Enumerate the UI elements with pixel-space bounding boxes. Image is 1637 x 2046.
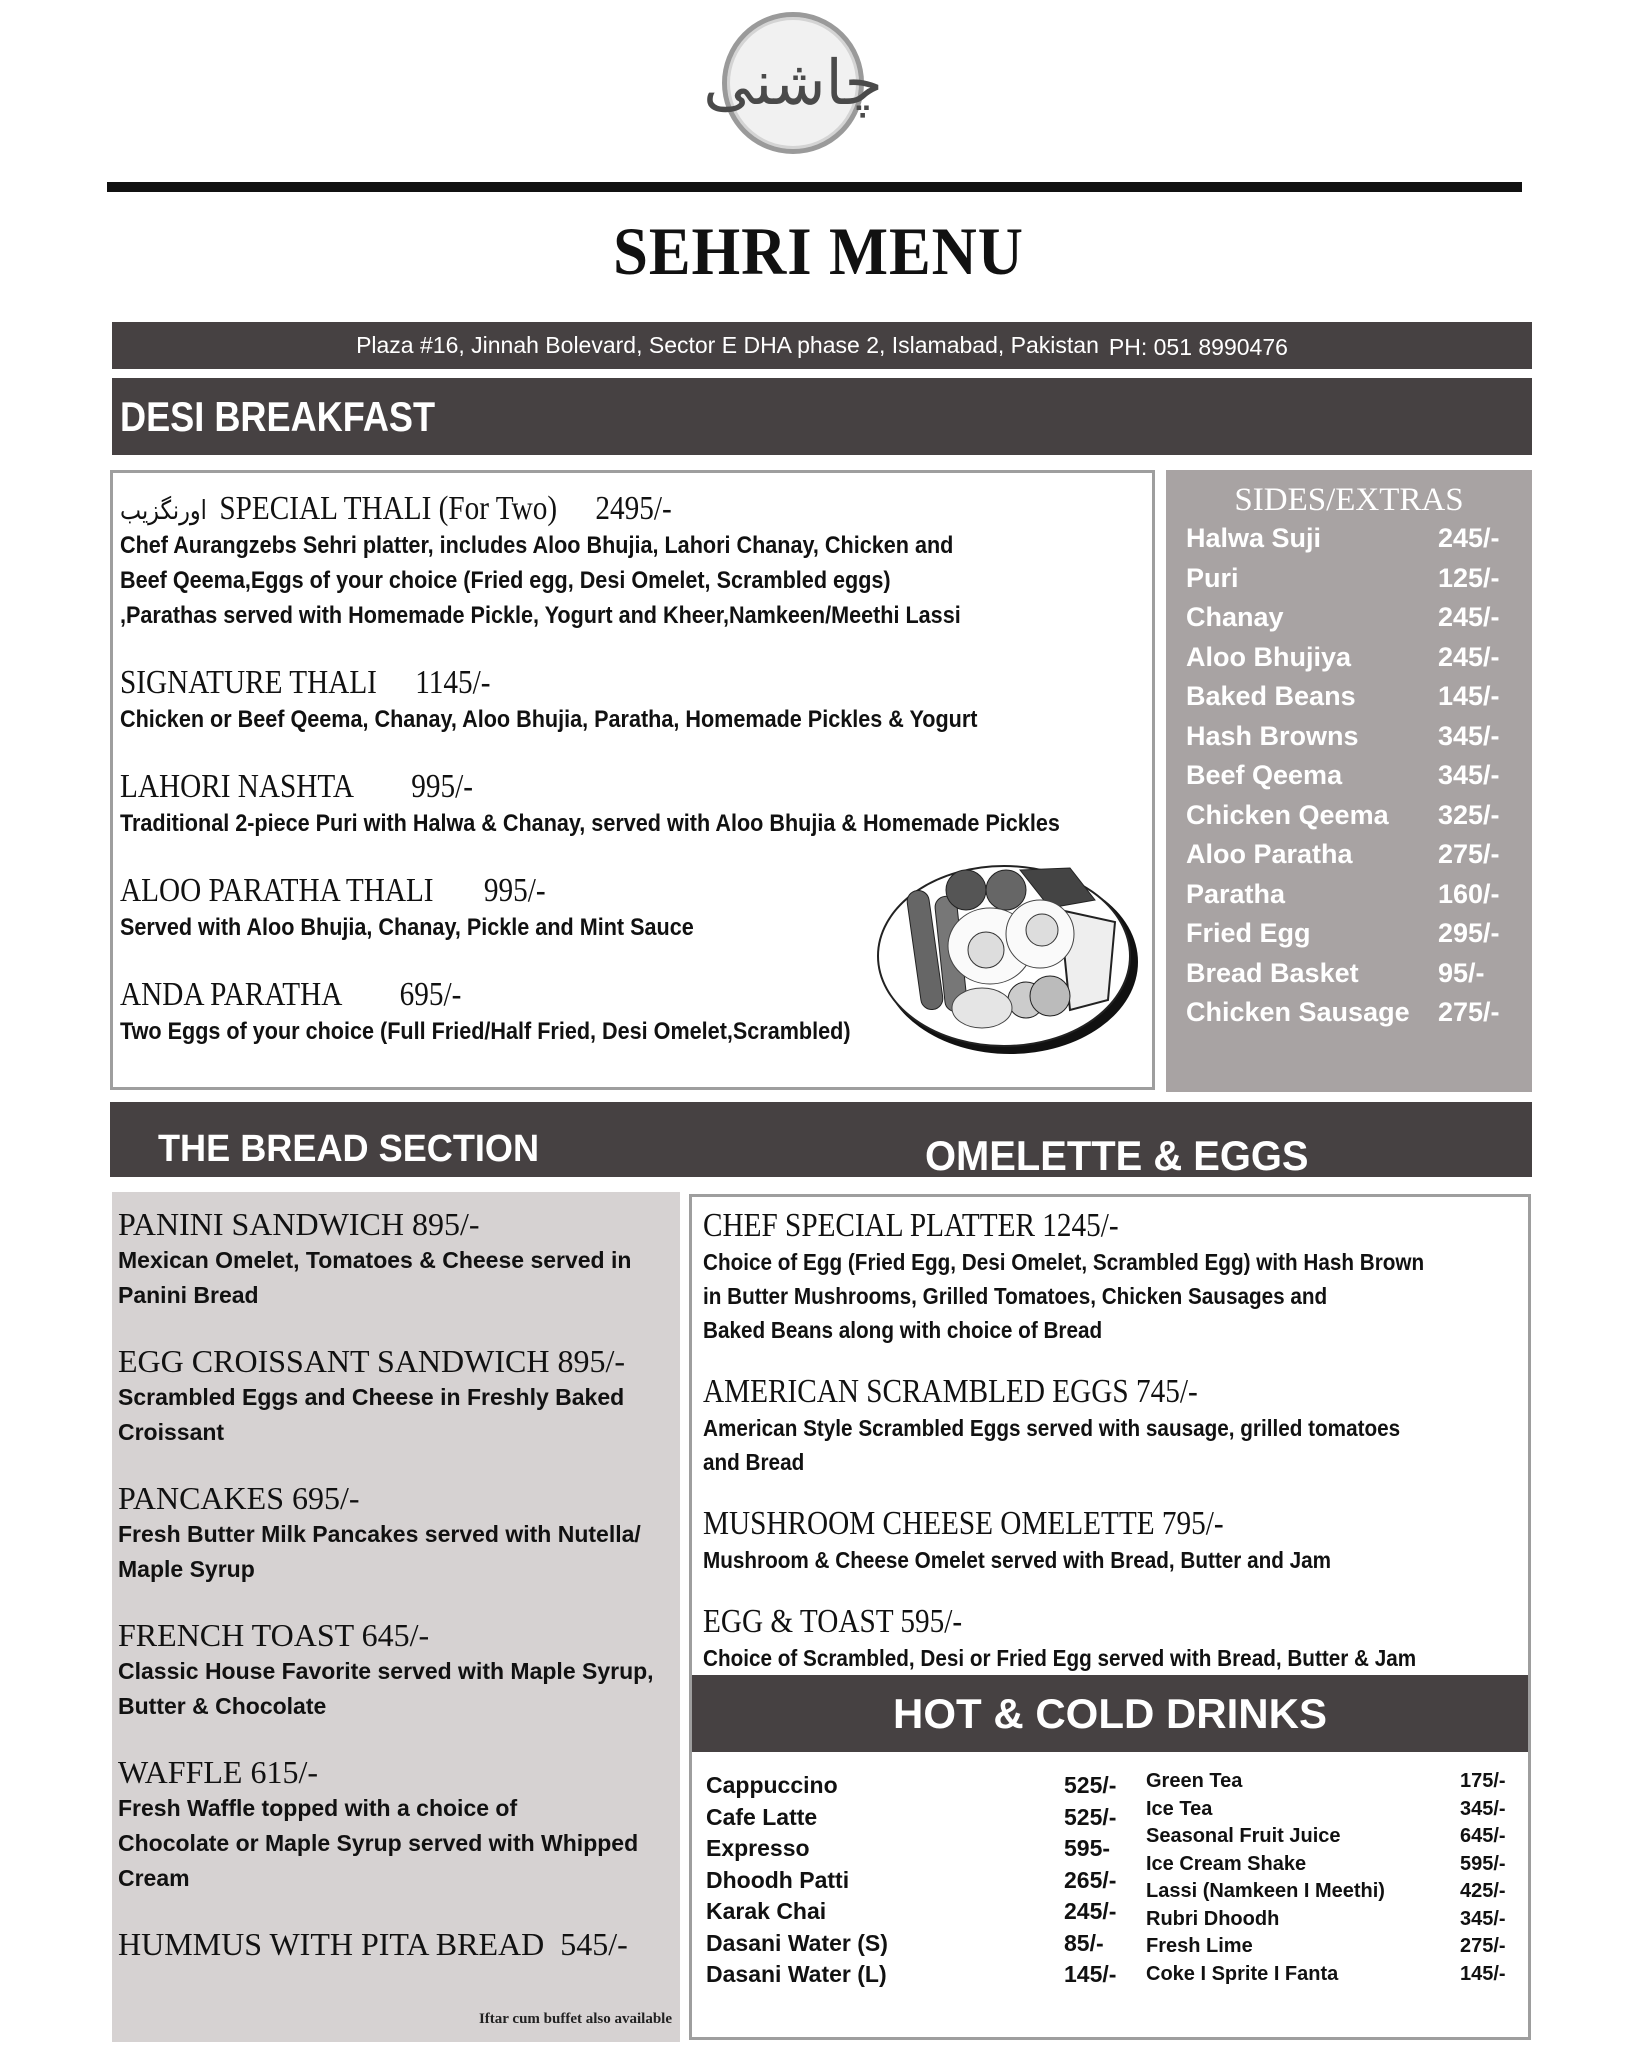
item-name: ANDA PARATHA <box>120 976 341 1013</box>
list-item: Karak Chai 245/- <box>706 1898 1117 1924</box>
menu-item <box>118 1480 680 1587</box>
list-item: Aloo Bhujiya 245/- <box>1186 641 1500 672</box>
item-price: 995/- <box>411 768 474 805</box>
menu-item <box>120 490 1054 633</box>
list-item: Hash Browns 345/- <box>1186 720 1500 751</box>
item-description: ,Parathas served with Homemade Pickle, Yogurt and Kheer,Namkeen/Meethi Lassi <box>120 602 961 629</box>
item-description: Beef Qeema,Eggs of your choice (Fried egg, Desi Omelet, Scrambled eggs) <box>120 567 891 594</box>
list-item: Chicken Sausage 275/- <box>1186 997 1500 1027</box>
item-title: EGG CROISSANT SANDWICH 895/- <box>118 1343 625 1379</box>
restaurant-logo-icon <box>703 12 883 154</box>
sides-extras-panel <box>1166 470 1532 1092</box>
item-description: Cream <box>118 1865 190 1891</box>
list-item: Beef Qeema 345/- <box>1186 760 1500 790</box>
menu-item <box>120 872 757 945</box>
list-item: Fresh Lime 275/- <box>1146 1935 1506 1957</box>
bread-section-panel <box>112 1192 680 2042</box>
item-title: EGG & TOAST 595/- <box>703 1603 963 1640</box>
menu-item <box>703 1373 1528 1479</box>
desi-breakfast-header <box>112 378 1532 455</box>
menu-item <box>118 1617 680 1724</box>
drinks-list-hot <box>706 1772 1116 1993</box>
list-item: Rubri Dhoodh 345/- <box>1146 1907 1506 1930</box>
item-title: PANCAKES 695/- <box>118 1480 360 1516</box>
list-item: Dasani Water (L) 145/- <box>706 1961 1117 1987</box>
item-description: Maple Syrup <box>118 1556 255 1582</box>
lower-section-header <box>110 1102 1532 1177</box>
item-title: FRENCH TOAST 645/- <box>118 1617 430 1653</box>
item-description: Mexican Omelet, Tomatoes & Cheese served in <box>118 1247 632 1273</box>
item-description: Croissant <box>118 1419 225 1445</box>
menu-item <box>703 1603 1528 1675</box>
page-title: SEHRI MENU <box>613 213 1024 289</box>
item-description: Classic House Favorite served with Maple Syrup, <box>118 1658 654 1684</box>
menu-item <box>118 1206 680 1313</box>
item-description: Mushroom & Cheese Omelet served with Bread, Butter and Jam <box>703 1547 1332 1573</box>
top-divider <box>107 182 1522 192</box>
item-title: AMERICAN SCRAMBLED EGGS 745/- <box>703 1373 1198 1410</box>
list-item: Fried Egg 295/- <box>1186 918 1500 948</box>
item-description: Choice of Scrambled, Desi or Fried Egg served with Bread, Butter & Jam <box>703 1645 1417 1671</box>
menu-item <box>118 1754 680 1896</box>
menu-item <box>118 1343 680 1450</box>
item-title: CHEF SPECIAL PLATTER 1245/- <box>703 1207 1119 1244</box>
list-item: Chanay 245/- <box>1186 602 1500 632</box>
item-description: Fresh Butter Milk Pancakes served with Nutella/ <box>118 1521 641 1547</box>
phone-text: PH: 051 8990476 <box>1108 334 1288 360</box>
item-description: Served with Aloo Bhujia, Chanay, Pickle and Mint Sauce <box>120 914 694 941</box>
item-description: and Bread <box>703 1449 805 1475</box>
item-price: 695/- <box>399 976 462 1013</box>
item-title: MUSHROOM CHEESE OMELETTE 795/- <box>703 1505 1224 1542</box>
list-item: Dasani Water (S) 85/- <box>706 1929 1104 1956</box>
item-name: ALOO PARATHA THALI <box>120 872 434 909</box>
list-item: Ice Tea 345/- <box>1146 1797 1506 1820</box>
item-name: SIGNATURE THALI <box>120 664 377 701</box>
list-item: Aloo Paratha 275/- <box>1186 839 1500 869</box>
sides-title: SIDES/EXTRAS <box>1234 482 1464 518</box>
drinks-header <box>692 1675 1528 1752</box>
list-item: Ice Cream Shake 595/- <box>1146 1852 1506 1875</box>
list-item: Lassi (Namkeen I Meethi) 425/- <box>1146 1880 1506 1902</box>
address-bar <box>112 322 1532 369</box>
bread-section-title: THE BREAD SECTION <box>158 1128 540 1170</box>
list-item: Dhoodh Patti 265/- <box>706 1866 1117 1893</box>
footnote: Iftar cum buffet also available <box>478 2011 672 2027</box>
list-item: Puri 125/- <box>1186 562 1500 593</box>
item-title: PANINI SANDWICH 895/- <box>118 1206 480 1242</box>
sides-list <box>1166 521 1532 1035</box>
section-title: DESI BREAKFAST <box>120 392 436 440</box>
list-item: Coke I Sprite I Fanta 145/- <box>1146 1962 1506 1985</box>
drinks-list-cold <box>1146 1770 1526 1990</box>
item-title: HUMMUS WITH PITA BREAD 545/- <box>118 1926 628 1962</box>
item-description: Scrambled Eggs and Cheese in Freshly Baked <box>118 1384 625 1410</box>
item-description: Chef Aurangzebs Sehri platter, includes Aloo Bhujia, Lahori Chanay, Chicken and <box>120 532 954 559</box>
menu-item <box>120 976 932 1049</box>
item-description: Baked Beans along with choice of Bread <box>703 1317 1103 1343</box>
item-title: WAFFLE 615/- <box>118 1754 318 1790</box>
list-item: Bread Basket 95/- <box>1186 957 1485 988</box>
item-description: Choice of Egg (Fried Egg, Desi Omelet, Scrambled Egg) with Hash Brown <box>703 1249 1425 1275</box>
list-item: Paratha 160/- <box>1186 878 1500 909</box>
item-description: Chocolate or Maple Syrup served with Whipped <box>118 1830 639 1856</box>
urdu-name: اورنگزیب <box>120 496 207 526</box>
omelette-section-title: OMELETTE & EGGS <box>925 1132 1309 1179</box>
list-item: Baked Beans 145/- <box>1186 681 1500 711</box>
menu-item <box>703 1207 1528 1347</box>
item-description: Two Eggs of your choice (Full Fried/Half Fried, Desi Omelet,Scrambled) <box>120 1018 851 1045</box>
item-price: 1145/- <box>415 664 491 701</box>
item-name: LAHORI NASHTA <box>120 768 353 805</box>
menu-item <box>120 768 1164 841</box>
list-item: Expresso 595- <box>706 1835 1111 1861</box>
address-text: Plaza #16, Jinnah Bolevard, Sector E DHA phase 2, Islamabad, Pakistan <box>356 332 1099 358</box>
list-item: Cappuccino 525/- <box>706 1772 1117 1798</box>
list-item: Halwa Suji 245/- <box>1186 523 1500 553</box>
list-item: Green Tea 175/- <box>1146 1770 1506 1792</box>
list-item: Cafe Latte 525/- <box>706 1803 1117 1830</box>
item-description: Panini Bread <box>118 1282 259 1308</box>
breakfast-plate-illustration <box>870 850 1142 1060</box>
item-name: SPECIAL THALI (For Two) <box>219 490 558 527</box>
menu-item <box>703 1505 1528 1577</box>
list-item: Seasonal Fruit Juice 645/- <box>1146 1825 1506 1847</box>
item-description: American Style Scrambled Eggs served with sausage, grilled tomatoes <box>703 1415 1401 1441</box>
item-price: 995/- <box>483 872 546 909</box>
item-price: 2495/- <box>595 490 672 527</box>
section-title: HOT & COLD DRINKS <box>893 1689 1327 1737</box>
item-description: Butter & Chocolate <box>118 1693 327 1719</box>
list-item: Chicken Qeema 325/- <box>1186 799 1500 830</box>
item-description: Traditional 2-piece Puri with Halwa & Chanay, served with Aloo Bhujia & Homemade Pickles <box>120 810 1060 837</box>
logo-text: چاشنی <box>703 46 883 119</box>
menu-item <box>118 1926 680 1963</box>
item-description: Fresh Waffle topped with a choice of <box>118 1795 518 1821</box>
item-description: Chicken or Beef Qeema, Chanay, Aloo Bhujia, Paratha, Homemade Pickles & Yogurt <box>120 706 978 733</box>
menu-item <box>120 664 1073 737</box>
item-description: in Butter Mushrooms, Grilled Tomatoes, Chicken Sausages and <box>703 1283 1328 1309</box>
